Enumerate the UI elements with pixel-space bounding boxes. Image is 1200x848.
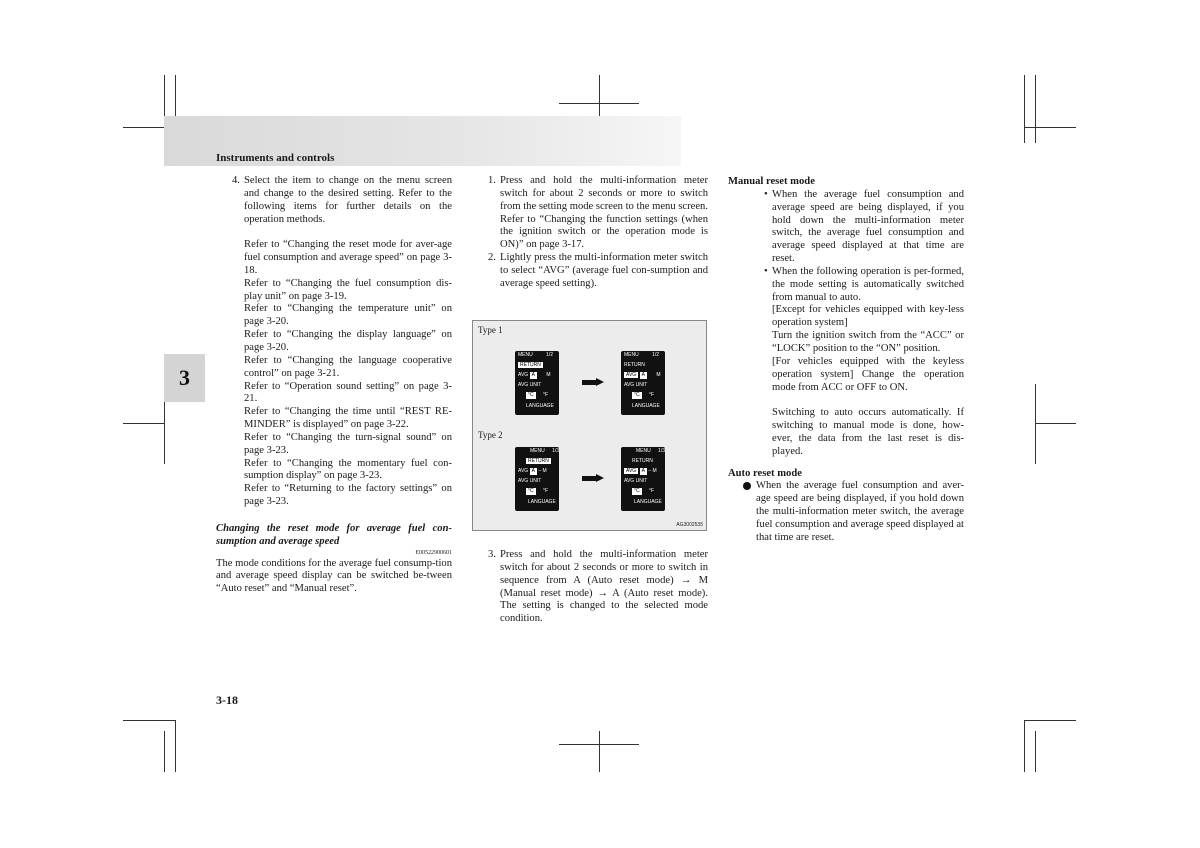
display-screen bbox=[621, 351, 665, 415]
bullet-item bbox=[728, 266, 964, 305]
fahrenheit-option: °F bbox=[649, 488, 655, 494]
celsius-option: °C bbox=[634, 392, 640, 398]
return-item: RETURN bbox=[520, 362, 541, 368]
language-item: LANGUAGE bbox=[528, 499, 556, 505]
fahrenheit-option: °F bbox=[543, 488, 549, 494]
avg-item: AVG bbox=[626, 468, 637, 474]
page-indicator: 1/3 bbox=[658, 448, 666, 454]
reference: Refer to “Changing the language cooperative control” on page 3-21. bbox=[244, 354, 452, 379]
menu-label: MENU bbox=[530, 448, 545, 454]
manual-option: M bbox=[542, 468, 547, 474]
language-item: LANGUAGE bbox=[632, 403, 660, 409]
crop-mark bbox=[123, 720, 175, 721]
section-title: Instruments and controls bbox=[216, 152, 335, 164]
language-item: LANGUAGE bbox=[634, 499, 662, 505]
step-text: Press and hold the multi-information meter switch for about 2 seconds or more to switch in sequence from A (Auto reset mode) → M (Manual reset mode) → A (Auto reset mode). The setting is changed to the selected mode condition. bbox=[500, 549, 708, 625]
auto-reset-heading: Auto reset mode bbox=[728, 467, 802, 479]
manual-reset-heading: Manual reset mode bbox=[728, 176, 815, 187]
menu-label: MENU bbox=[518, 352, 533, 358]
avg-unit-item: AVG UNIT bbox=[624, 382, 648, 388]
figure-code: AG3002535 bbox=[676, 522, 703, 528]
auto-option: A bbox=[641, 372, 645, 378]
manual-option: M bbox=[546, 372, 551, 378]
crop-mark bbox=[599, 731, 600, 772]
arrow-icon bbox=[582, 474, 604, 482]
display-screen bbox=[621, 447, 665, 511]
display-figure bbox=[472, 320, 707, 531]
bullet-marker: • bbox=[764, 188, 768, 200]
page-indicator: 1/2 bbox=[652, 352, 660, 358]
step-text: Select the item to change on the menu screen and change to the desired setting. Refer to the following items for further details on the operation methods. bbox=[244, 175, 452, 225]
step-text: Lightly press the multi-information meter switch to select “AVG” (average fuel con-sumption and average speed setting). bbox=[500, 252, 708, 289]
crop-mark bbox=[1024, 720, 1025, 772]
bullet-continuation: [Except for vehicles equipped with key-less operation system] bbox=[772, 304, 964, 329]
step-1 bbox=[472, 175, 708, 252]
crop-mark bbox=[1035, 423, 1076, 424]
crop-mark bbox=[1035, 75, 1036, 143]
right-column bbox=[728, 176, 964, 545]
step-number: 4. bbox=[232, 175, 240, 186]
manual-option: M bbox=[656, 372, 661, 378]
dash: – bbox=[538, 468, 542, 474]
middle-column bbox=[472, 175, 708, 291]
crop-mark bbox=[1035, 384, 1036, 464]
page-number: 3-18 bbox=[216, 693, 238, 707]
crop-mark bbox=[1024, 75, 1025, 143]
avg-item: AVG bbox=[626, 372, 637, 378]
step-number: 3. bbox=[488, 549, 496, 560]
page-indicator: 1/3 bbox=[552, 448, 560, 454]
bullet-continuation: [For vehicles equipped with the keyless operation system] Change the operation mode from ACC or OFF to ON. bbox=[772, 355, 964, 393]
step-2 bbox=[472, 252, 708, 291]
bullet-marker: • bbox=[764, 265, 768, 277]
section-code: E00522900601 bbox=[415, 549, 452, 556]
dot-item bbox=[728, 480, 964, 544]
crop-mark bbox=[1024, 127, 1076, 128]
auto-option: A bbox=[641, 468, 645, 474]
auto-option: A bbox=[531, 372, 535, 378]
celsius-option: °C bbox=[634, 488, 640, 494]
paragraph: The mode conditions for the average fuel consump-tion and average speed display can be switched be-tween “Auto reset” and “Manual reset”. bbox=[216, 557, 452, 595]
reference: Refer to “Changing the time until “REST RE-MINDER” is displayed” on page 3-22. bbox=[244, 406, 452, 431]
display-screen bbox=[515, 447, 559, 511]
return-item: RETURN bbox=[624, 362, 645, 368]
reference: Refer to “Operation sound setting” on page 3-21. bbox=[244, 380, 452, 405]
left-column bbox=[216, 175, 452, 596]
avg-unit-item: AVG UNIT bbox=[518, 382, 542, 388]
bullet-text: When the average fuel consumption and average speed are being displayed, if you hold down the multi-information meter switch, the average fuel consumption and average speed displayed at that time are reset. bbox=[772, 188, 964, 265]
crop-mark bbox=[559, 744, 639, 745]
crop-mark bbox=[559, 103, 639, 104]
crop-mark bbox=[1035, 731, 1036, 772]
avg-unit-item: AVG UNIT bbox=[518, 478, 542, 484]
step-number: 2. bbox=[488, 252, 496, 264]
reference: Refer to “Changing the turn-signal sound” on page 3-23. bbox=[244, 431, 452, 456]
return-item: RETURN bbox=[632, 458, 653, 464]
display-screen bbox=[515, 351, 559, 415]
note-text: Switching to auto occurs automatically. If switching to manual mode is done, how-ever, the data from the last reset is dis-played. bbox=[772, 407, 964, 457]
step-reference: Refer to “Changing the function settings (when the ignition switch or the operation mode is ON)” on page 3-17. bbox=[500, 213, 708, 251]
avg-item: AVG bbox=[518, 372, 529, 378]
language-item: LANGUAGE bbox=[526, 403, 554, 409]
middle-column-lower bbox=[472, 549, 708, 626]
step-4 bbox=[216, 175, 452, 226]
subheading: Changing the reset mode for average fuel con-sumption and average speed bbox=[216, 522, 452, 547]
chapter-tab bbox=[164, 354, 205, 402]
auto-reset-text: When the average fuel consumption and aver-age speed are being displayed, if you hold down the multi-information meter switch, the average fuel consumption and average speed displayed at that time are reset. bbox=[756, 480, 964, 543]
bullet-item bbox=[728, 189, 964, 266]
crop-mark bbox=[123, 423, 164, 424]
avg-unit-item: AVG UNIT bbox=[624, 478, 648, 484]
step-number: 1. bbox=[488, 175, 496, 186]
bullet-continuation: Turn the ignition switch from the “ACC” or “LOCK” position to the “ON” position. bbox=[772, 330, 964, 354]
crop-mark bbox=[175, 720, 176, 772]
bullet-text: When the following operation is per-formed, the mode setting is automatically switched from manual to auto. bbox=[772, 265, 964, 303]
arrow-icon bbox=[582, 378, 604, 386]
auto-option: A bbox=[531, 468, 535, 474]
reference: Refer to “Changing the reset mode for aver-age fuel consumption and average speed” on page 3-18. bbox=[244, 239, 452, 276]
chapter-number: 3 bbox=[179, 365, 190, 390]
crop-mark bbox=[1024, 720, 1076, 721]
reference: Refer to “Changing the fuel consumption dis-play unit” on page 3-19. bbox=[244, 277, 452, 302]
bullet-marker bbox=[743, 482, 751, 490]
fahrenheit-option: °F bbox=[649, 392, 655, 398]
reference: Refer to “Changing the momentary fuel con-sumption display” on page 3-23. bbox=[244, 457, 452, 482]
type1-label: Type 1 bbox=[478, 325, 503, 335]
celsius-option: °C bbox=[528, 392, 534, 398]
fahrenheit-option: °F bbox=[543, 392, 549, 398]
menu-label: MENU bbox=[624, 352, 639, 358]
return-item: RETURN bbox=[528, 458, 549, 464]
celsius-option: °C bbox=[528, 488, 534, 494]
reference: Refer to “Returning to the factory settings” on page 3-23. bbox=[244, 483, 452, 508]
reference: Refer to “Changing the display language” on page 3-20. bbox=[244, 329, 452, 353]
step-text: Press and hold the multi-information meter switch for about 2 seconds or more to switch from the setting mode screen to the menu screen. bbox=[500, 175, 708, 212]
reference: Refer to “Changing the temperature unit” on page 3-20. bbox=[244, 303, 452, 328]
type2-label: Type 2 bbox=[478, 430, 503, 440]
crop-mark bbox=[164, 731, 165, 772]
step-3 bbox=[472, 549, 708, 626]
avg-item: AVG bbox=[518, 468, 529, 474]
menu-label: MENU bbox=[636, 448, 651, 454]
dash: – bbox=[648, 468, 652, 474]
manual-option: M bbox=[652, 468, 657, 474]
page-indicator: 1/2 bbox=[546, 352, 554, 358]
